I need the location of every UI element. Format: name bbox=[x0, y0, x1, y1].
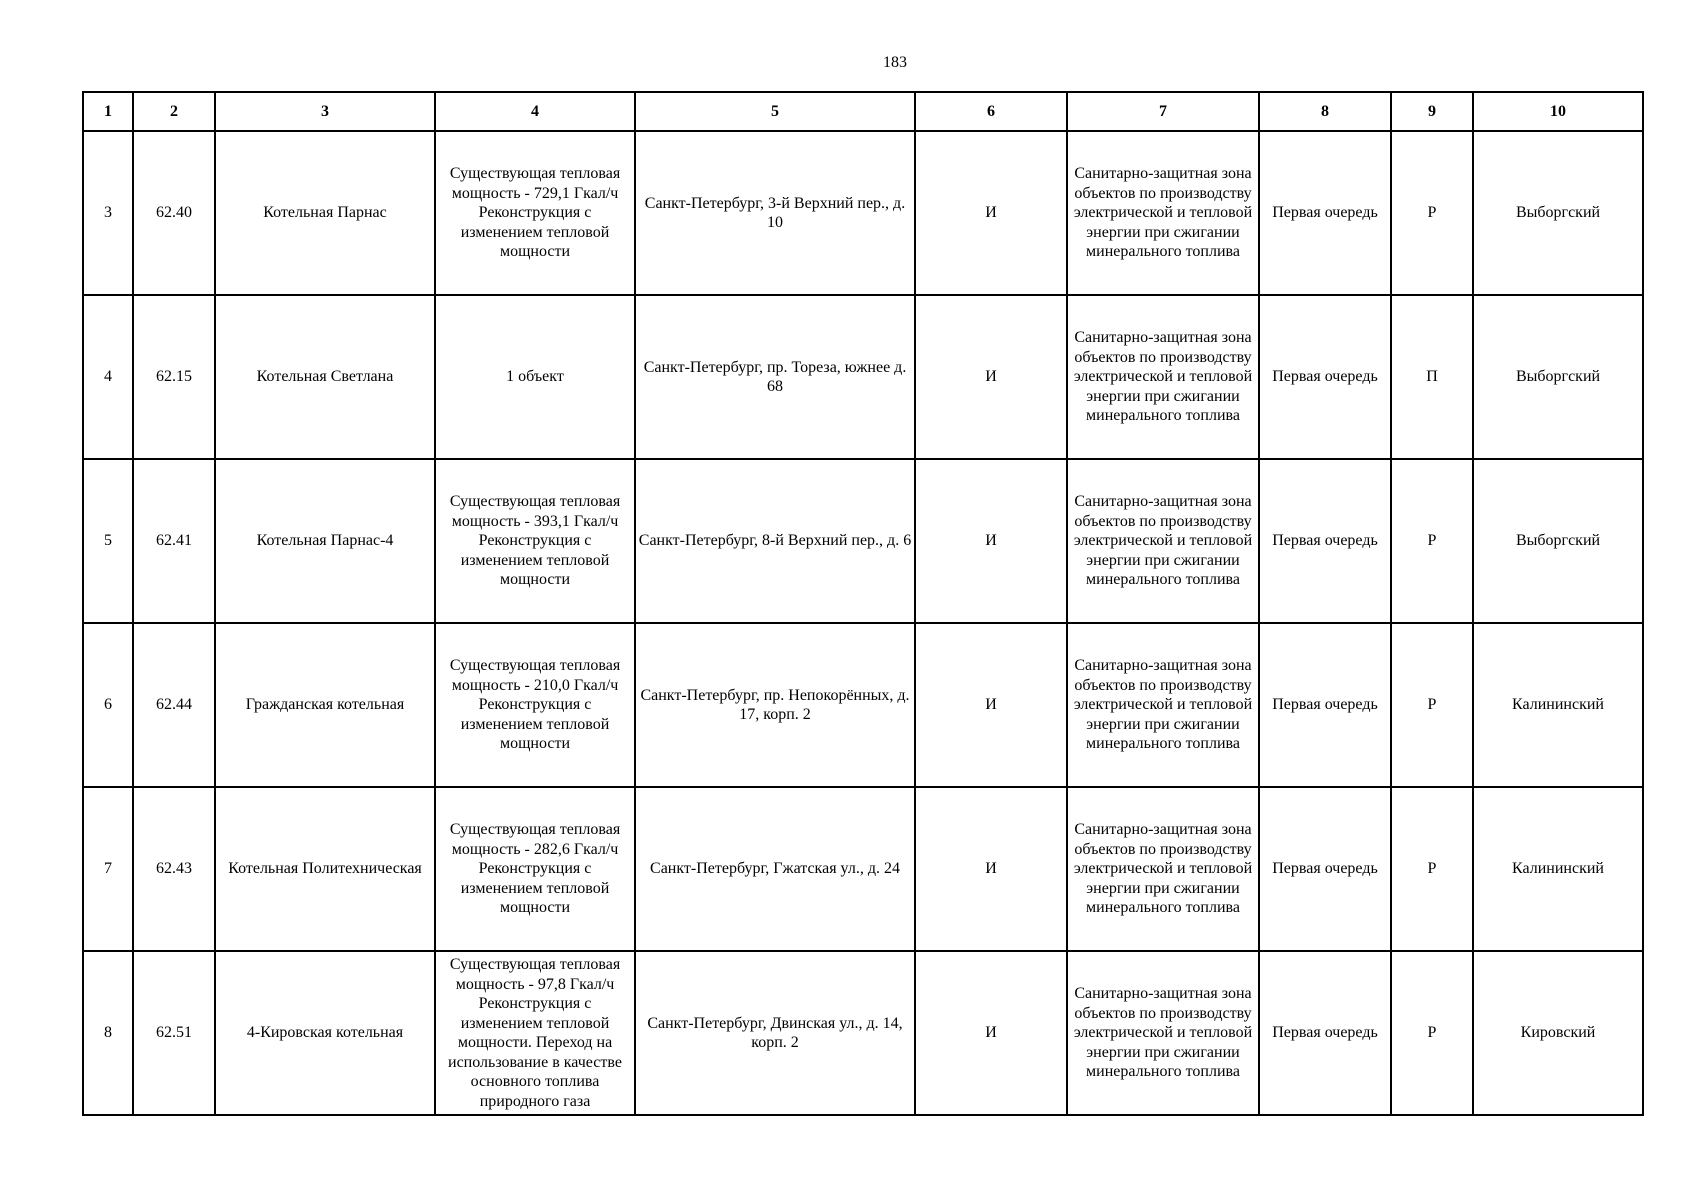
row-address: Санкт-Петербург, Гжатская ул., д. 24 bbox=[635, 787, 915, 951]
header-col-1: 1 bbox=[83, 92, 133, 131]
row-name: 4-Кировская котельная bbox=[215, 951, 435, 1115]
row-address: Санкт-Петербург, Двинская ул., д. 14, корп. 2 bbox=[635, 951, 915, 1115]
row-address: Санкт-Петербург, 8-й Верхний пер., д. 6 bbox=[635, 459, 915, 623]
row-code: 62.40 bbox=[133, 131, 215, 295]
row-status: Р bbox=[1391, 131, 1473, 295]
row-district: Выборгский bbox=[1473, 459, 1643, 623]
header-col-8: 8 bbox=[1259, 92, 1391, 131]
table-row bbox=[83, 131, 1643, 295]
row-description: 1 объект bbox=[435, 295, 635, 459]
row-zone: Санитарно-защитная зона объектов по производству электрической и тепловой энергии при сжигании минерального топлива bbox=[1067, 787, 1259, 951]
row-name: Котельная Парнас bbox=[215, 131, 435, 295]
row-zone: Санитарно-защитная зона объектов по производству электрической и тепловой энергии при сжигании минерального топлива bbox=[1067, 623, 1259, 787]
row-stage: Первая очередь bbox=[1259, 951, 1391, 1115]
row-name: Гражданская котельная bbox=[215, 623, 435, 787]
row-type: И bbox=[915, 295, 1067, 459]
row-address: Санкт-Петербург, 3-й Верхний пер., д. 10 bbox=[635, 131, 915, 295]
row-district: Калининский bbox=[1473, 623, 1643, 787]
row-status: Р bbox=[1391, 951, 1473, 1115]
header-col-5: 5 bbox=[635, 92, 915, 131]
table-row bbox=[83, 623, 1643, 787]
row-code: 62.15 bbox=[133, 295, 215, 459]
row-district: Кировский bbox=[1473, 951, 1643, 1115]
row-zone: Санитарно-защитная зона объектов по производству электрической и тепловой энергии при сжигании минерального топлива bbox=[1067, 131, 1259, 295]
header-col-4: 4 bbox=[435, 92, 635, 131]
row-address: Санкт-Петербург, пр. Тореза, южнее д. 68 bbox=[635, 295, 915, 459]
row-district: Выборгский bbox=[1473, 131, 1643, 295]
row-code: 62.51 bbox=[133, 951, 215, 1115]
table-row bbox=[83, 295, 1643, 459]
data-table bbox=[82, 91, 1644, 1116]
row-description: Существующая тепловая мощность - 729,1 Гкал/ч Реконструкция с изменением тепловой мощности bbox=[435, 131, 635, 295]
row-stage: Первая очередь bbox=[1259, 623, 1391, 787]
header-col-3: 3 bbox=[215, 92, 435, 131]
row-description: Существующая тепловая мощность - 393,1 Гкал/ч Реконструкция с изменением тепловой мощности bbox=[435, 459, 635, 623]
row-zone: Санитарно-защитная зона объектов по производству электрической и тепловой энергии при сжигании минерального топлива bbox=[1067, 295, 1259, 459]
row-description: Существующая тепловая мощность - 210,0 Гкал/ч Реконструкция с изменением тепловой мощности bbox=[435, 623, 635, 787]
row-status: П bbox=[1391, 295, 1473, 459]
row-stage: Первая очередь bbox=[1259, 295, 1391, 459]
row-code: 62.41 bbox=[133, 459, 215, 623]
row-district: Выборгский bbox=[1473, 295, 1643, 459]
row-number: 8 bbox=[83, 951, 133, 1115]
row-code: 62.43 bbox=[133, 787, 215, 951]
row-number: 6 bbox=[83, 623, 133, 787]
row-type: И bbox=[915, 623, 1067, 787]
row-type: И bbox=[915, 459, 1067, 623]
row-stage: Первая очередь bbox=[1259, 787, 1391, 951]
table-row bbox=[83, 459, 1643, 623]
row-stage: Первая очередь bbox=[1259, 131, 1391, 295]
row-district: Калининский bbox=[1473, 787, 1643, 951]
row-status: Р bbox=[1391, 623, 1473, 787]
row-status: Р bbox=[1391, 787, 1473, 951]
row-type: И bbox=[915, 951, 1067, 1115]
row-number: 3 bbox=[83, 131, 133, 295]
header-row bbox=[83, 92, 1643, 131]
row-number: 7 bbox=[83, 787, 133, 951]
header-col-2: 2 bbox=[133, 92, 215, 131]
row-number: 4 bbox=[83, 295, 133, 459]
row-name: Котельная Парнас-4 bbox=[215, 459, 435, 623]
table-row bbox=[83, 787, 1643, 951]
row-name: Котельная Политехническая bbox=[215, 787, 435, 951]
row-type: И bbox=[915, 787, 1067, 951]
row-address: Санкт-Петербург, пр. Непокорённых, д. 17, корп. 2 bbox=[635, 623, 915, 787]
page-number: 183 bbox=[883, 54, 907, 71]
header-col-10: 10 bbox=[1473, 92, 1643, 131]
row-stage: Первая очередь bbox=[1259, 459, 1391, 623]
header-col-9: 9 bbox=[1391, 92, 1473, 131]
row-description: Существующая тепловая мощность - 282,6 Гкал/ч Реконструкция с изменением тепловой мощности bbox=[435, 787, 635, 951]
table-row bbox=[83, 951, 1643, 1115]
header-col-7: 7 bbox=[1067, 92, 1259, 131]
row-code: 62.44 bbox=[133, 623, 215, 787]
row-zone: Санитарно-защитная зона объектов по производству электрической и тепловой энергии при сжигании минерального топлива bbox=[1067, 951, 1259, 1115]
row-description: Существующая тепловая мощность - 97,8 Гкал/ч Реконструкция с изменением тепловой мощности. Переход на использование в качестве основного топлива природного газа bbox=[435, 951, 635, 1115]
row-zone: Санитарно-защитная зона объектов по производству электрической и тепловой энергии при сжигании минерального топлива bbox=[1067, 459, 1259, 623]
row-name: Котельная Светлана bbox=[215, 295, 435, 459]
header-col-6: 6 bbox=[915, 92, 1067, 131]
row-type: И bbox=[915, 131, 1067, 295]
row-number: 5 bbox=[83, 459, 133, 623]
row-status: Р bbox=[1391, 459, 1473, 623]
